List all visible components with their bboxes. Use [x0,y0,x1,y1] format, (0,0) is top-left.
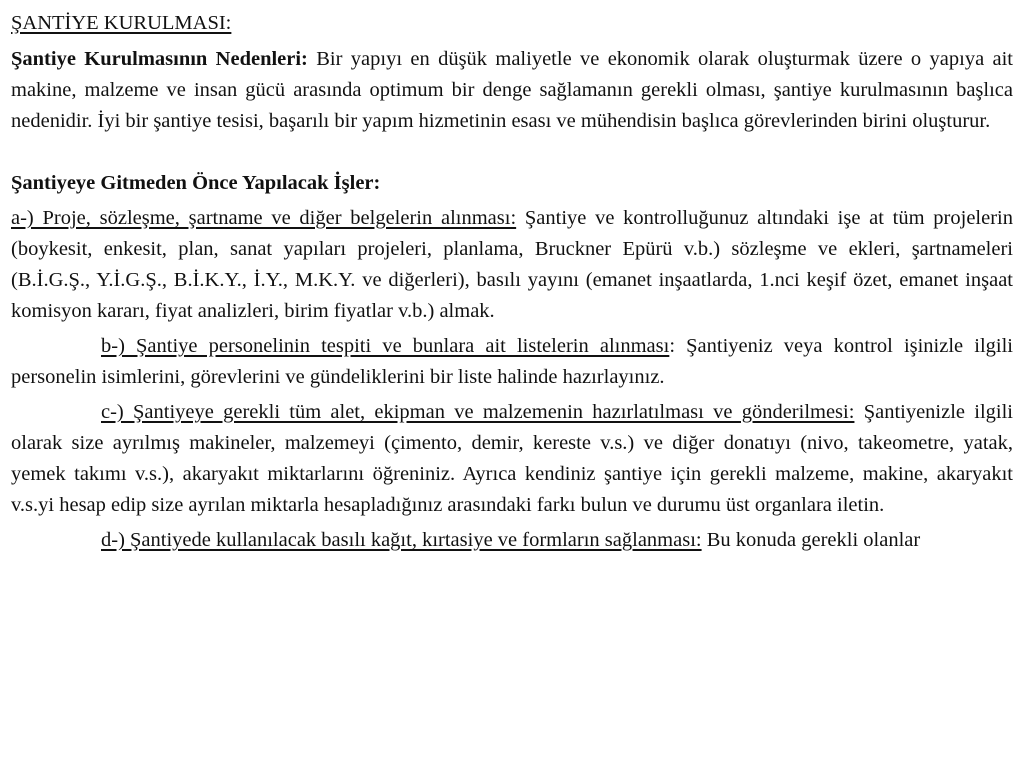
list-item-a-text: Şantiye ve kontrolluğunuz altındaki işe at tüm projelerin (boykesit, enkesit, plan, sanat yapıları projeleri, planlama, Bruckner Epürü v.b.) sözleşme ve ekleri, şartnameleri (B.İ.G.Ş., Y.İ.G.Ş., B.İ.K.Y., İ.Y., M.K.Y. ve diğerleri), basılı yayını (emanet inşaatlarda, 1.nci keşif özet, emanet inşaat komisyon kararı, fiyat analizleri, birim fiyatlar v.b.) almak. [11,207,1013,322]
section-reasons-heading: Şantiye Kurulmasının Nedenleri: [11,48,308,70]
list-item-c-label: c-) Şantiyeye gerekli tüm alet, ekipman ve malzemenin hazırlatılması ve gönderilmesi: [101,401,855,423]
list-item-b [11,331,1013,393]
list-item-d [11,525,1013,556]
list-item-c [11,397,1013,521]
document-title: ŞANTİYE KURULMASI: [11,12,232,34]
list-item-d-label: d-) Şantiyede kullanılacak basılı kağıt, kırtasiye ve formların sağlanması: [101,529,702,551]
list-item-c-text: Şantiyenizle ilgili olarak size ayrılmış makineler, malzemeyi (çimento, demir, kereste v.s.) ve diğer donatıyı (nivo, takeometre, yatak, yemek takımı v.s.), akaryakıt miktarlarını öğreniniz. Ayrıca kendiniz şantiye için gerekli malzeme, makine, akaryakıt v.s.yi hesap edip size ayrılan miktarla hesapladığınız arasındaki farkı bulun ve durumu üst organlara iletin. [11,401,1014,516]
document-page [11,8,1013,556]
section-reasons-text: Bir yapıyı en düşük maliyetle ve ekonomik olarak oluşturmak üzere o yapıya ait makine, malzeme ve insan gücü arasında optimum bir denge sağlamanın gerekli olması, şantiye kurulmasının başlıca nedenidir. İyi bir şantiye tesisi, başarılı bir yapım hizmetinin esası ve mühendisin başlıca görevlerinden birini oluşturur. [11,48,1014,132]
list-item-b-label: b-) Şantiye personelinin tespiti ve bunlara ait listelerin alınması [101,335,670,357]
list-item-d-text: Bu konuda gerekli olanlar [701,529,921,551]
list-item-a [11,203,1013,327]
list-item-a-label: a-) Proje, sözleşme, şartname ve diğer belgelerin alınması: [11,207,517,229]
list-item-b-text: : Şantiyeniz veya kontrol işinizle ilgili personelin isimlerini, görevlerini ve gündeliklerini bir liste halinde hazırlayınız. [11,335,1013,388]
section-reasons [11,44,1013,137]
section-preparations-heading: Şantiyeye Gitmeden Önce Yapılacak İşler: [11,172,381,194]
